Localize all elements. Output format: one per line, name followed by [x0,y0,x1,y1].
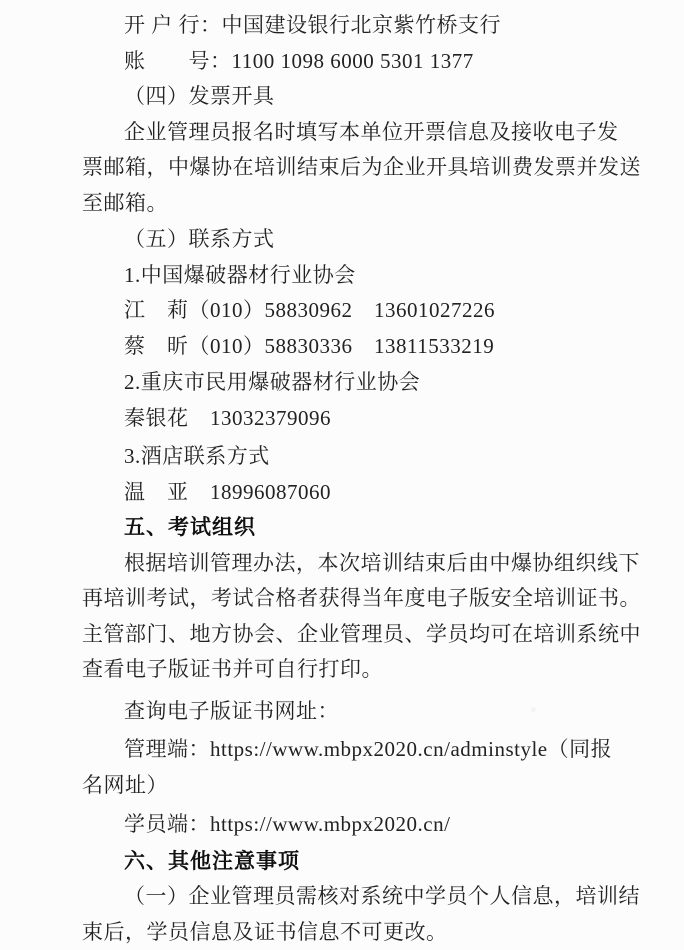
text-line: 票邮箱，中爆协在培训结束后为企业开具培训费发票并发送 [82,150,630,186]
text-line: 名网址） [82,768,630,804]
text-line: 至邮箱。 [82,186,630,222]
section-heading: 六、其他注意事项 [82,844,630,880]
section-heading: 五、考试组织 [82,510,630,546]
text-line: 江 莉（010）58830962 13601027226 [82,293,630,329]
text-line: 管理端：https://www.mbpx2020.cn/adminstyle（同报 [82,732,630,768]
text-line: 蔡 昕（010）58830336 13811533219 [82,329,630,365]
text-line: 根据培训管理办法，本次培训结束后由中爆协组织线下 [82,546,630,582]
text-line: 开 户 行：中国建设银行北京紫竹桥支行 [82,8,630,44]
text-line: 秦银花 13032379096 [82,401,630,437]
text-line: （一）企业管理员需核对系统中学员个人信息，培训结 [82,879,630,915]
text-line: 学员端：https://www.mbpx2020.cn/ [82,807,630,843]
text-line: 再培训考试，考试合格者获得当年度电子版安全培训证书。 [82,581,630,617]
text-line: 束后，学员信息及证书信息不可更改。 [82,915,630,950]
text-line: 3.酒店联系方式 [82,439,630,475]
text-line: 企业管理员报名时填写本单位开票信息及接收电子发 [82,115,630,151]
text-line: 查看电子版证书并可自行打印。 [82,652,630,688]
text-line: 2.重庆市民用爆破器材行业协会 [82,365,630,401]
text-line: （四）发票开具 [82,79,630,115]
text-line: 温 亚 18996087060 [82,475,630,511]
text-line: 1.中国爆破器材行业协会 [82,258,630,294]
text-line: 账 号：1100 1098 6000 5301 1377 [82,44,630,80]
text-line: 查询电子版证书网址： [82,694,630,730]
text-line: （五）联系方式 [82,222,630,258]
text-line: 主管部门、地方协会、企业管理员、学员均可在培训系统中 [82,617,630,653]
